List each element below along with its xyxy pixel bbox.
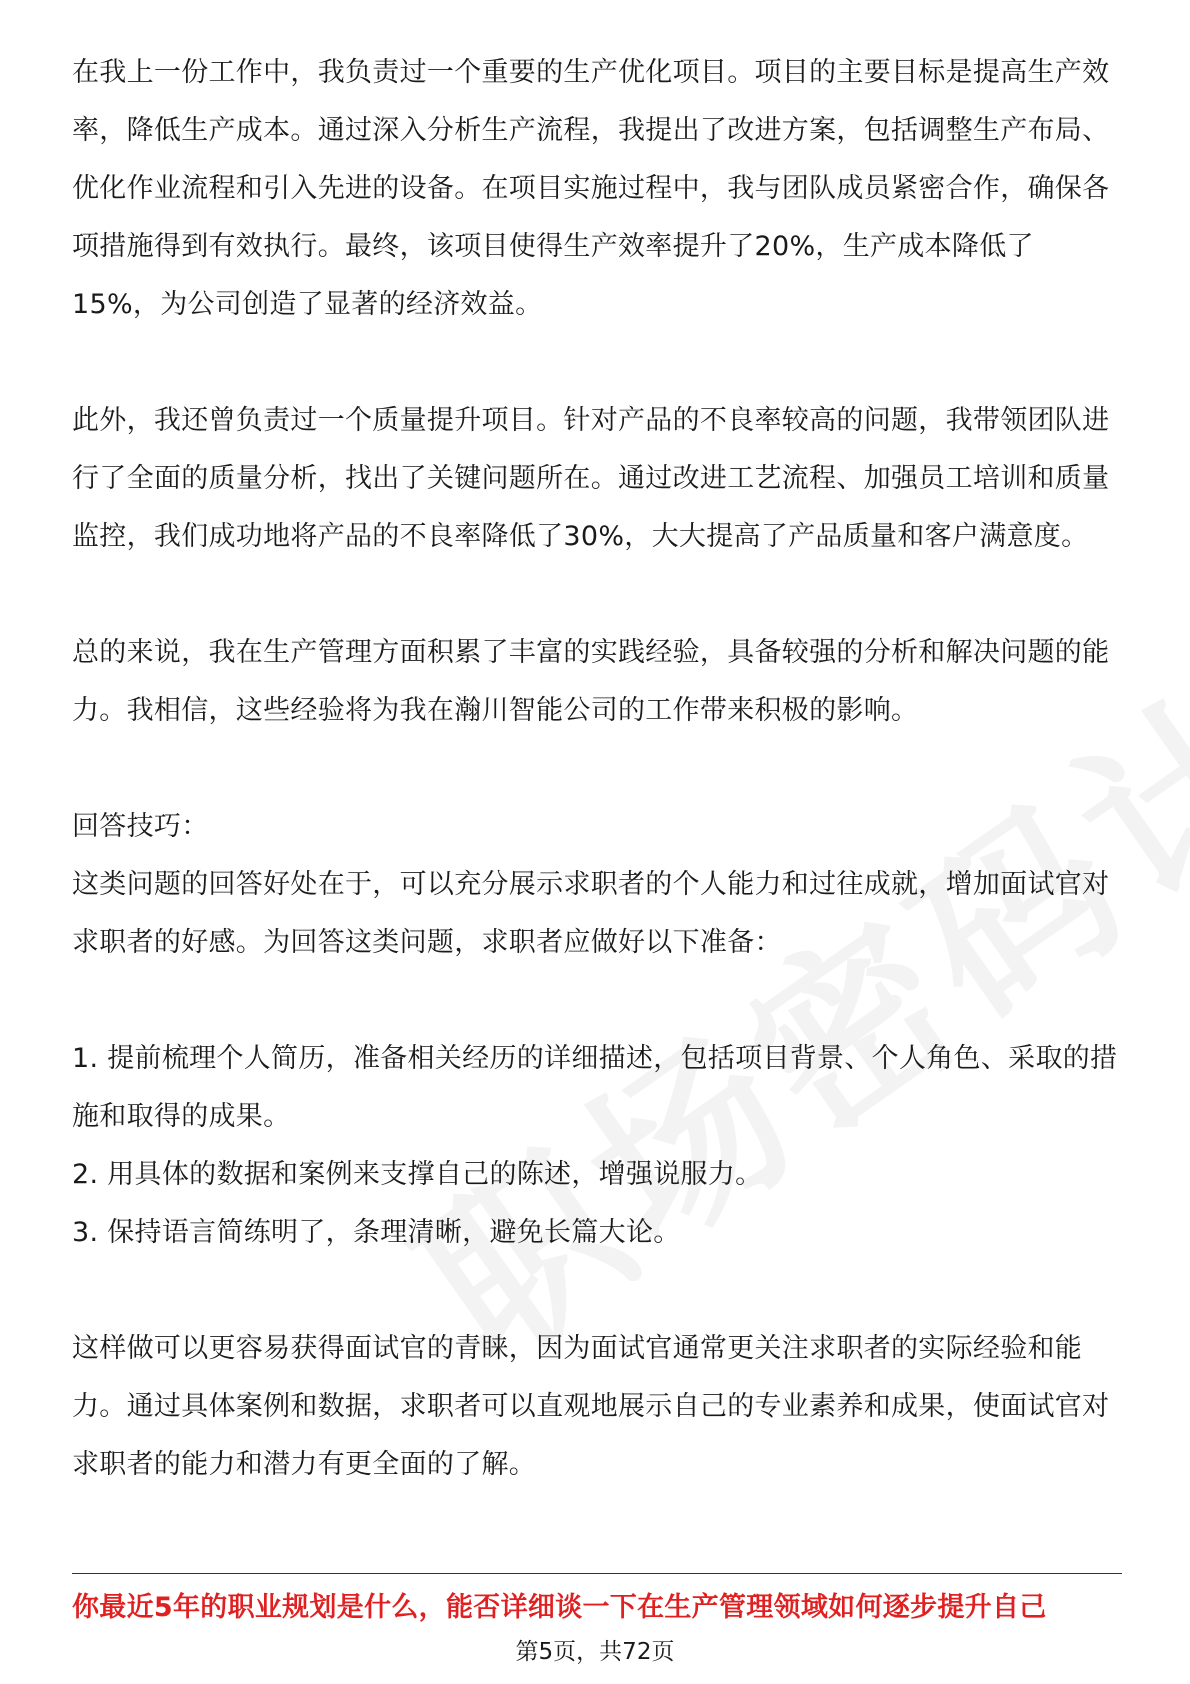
paragraph-summary: 总的来说，我在生产管理方面积累了丰富的实践经验，具备较强的分析和解决问题的能力。我相信，这些经验将为我在瀚川智能公司的工作带来积极的影响。	[72, 637, 1110, 726]
next-question-heading: 你最近5年的职业规划是什么，能否详细谈一下在生产管理领域如何逐步提升自己	[72, 1592, 1047, 1623]
page-number: 第5页，共72页	[515, 1639, 675, 1665]
list-item: 2. 用具体的数据和案例来支撑自己的陈述，增强说服力。	[72, 1159, 763, 1190]
spacer	[72, 1262, 1122, 1320]
paragraph-quality-project: 此外，我还曾负责过一个质量提升项目。针对产品的不良率较高的问题，我带领团队进行了全面的质量分析，找出了关键问题所在。通过改进工艺流程、加强员工培训和质量监控，我们成功地将产品的不良率降低了30%，大大提高了产品质量和客户满意度。	[72, 405, 1110, 552]
document-body	[72, 44, 1122, 1494]
tips-heading: 回答技巧：	[72, 811, 209, 842]
list-item: 1. 提前梳理个人简历，准备相关经历的详细描述，包括项目背景、个人角色、采取的措施和取得的成果。	[72, 1043, 1118, 1132]
paragraph-conclusion: 这样做可以更容易获得面试官的青睐，因为面试官通常更关注求职者的实际经验和能力。通过具体案例和数据，求职者可以直观地展示自己的专业素养和成果，使面试官对求职者的能力和潜力有更全面的了解。	[72, 1333, 1110, 1480]
divider	[72, 1573, 1122, 1574]
list-item: 3. 保持语言简练明了，条理清晰，避免长篇大论。	[72, 1217, 681, 1248]
tips-intro: 这类问题的回答好处在于，可以充分展示求职者的个人能力和过往成就，增加面试官对求职者的好感。为回答这类问题，求职者应做好以下准备：	[72, 869, 1110, 958]
paragraph-production-project: 在我上一份工作中，我负责过一个重要的生产优化项目。项目的主要目标是提高生产效率，降低生产成本。通过深入分析生产流程，我提出了改进方案，包括调整生产布局、优化作业流程和引入先进的设备。在项目实施过程中，我与团队成员紧密合作，确保各项措施得到有效执行。最终，该项目使得生产效率提升了20%，生产成本降低了15%，为公司创造了显著的经济效益。	[72, 57, 1110, 320]
tips-list	[72, 1030, 1122, 1262]
